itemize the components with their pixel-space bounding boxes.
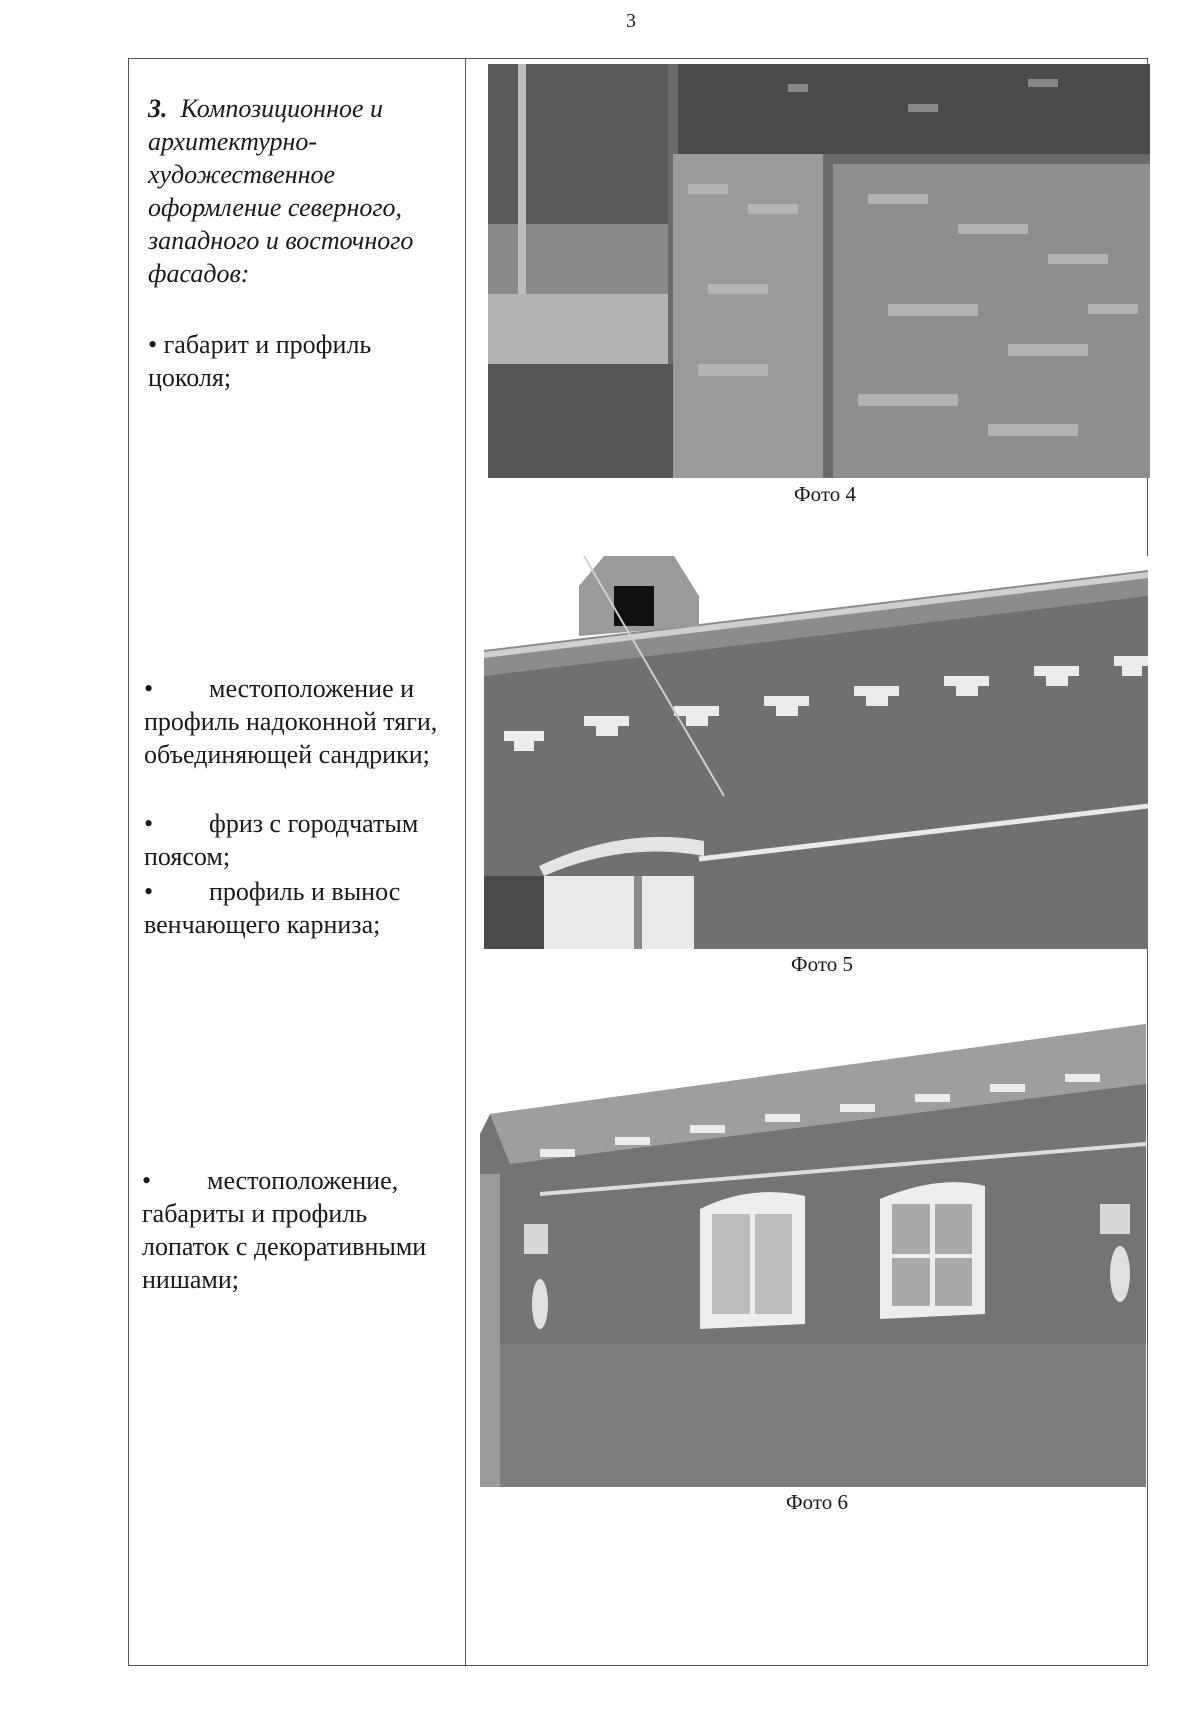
- column-divider: [465, 58, 466, 1666]
- list-item-text: фриз с городчатым поясом;: [144, 809, 419, 871]
- list-item-window-cornice: [144, 672, 462, 771]
- bullet: •: [148, 330, 158, 359]
- photo-5-frieze: [484, 556, 1148, 949]
- photo-4-caption: Фото 4: [794, 482, 856, 506]
- bullet: •: [144, 809, 154, 838]
- list-item-frieze: [144, 807, 462, 873]
- photo-5-caption: Фото 5: [791, 952, 853, 976]
- bullet: •: [142, 1166, 152, 1195]
- section-number: 3.: [148, 94, 168, 123]
- section-heading: [148, 92, 463, 290]
- list-item-text: местоположение, габариты и профиль лопаток с декоративными нишами;: [142, 1166, 427, 1294]
- photo-4-plinth: [488, 64, 1150, 478]
- page-number: 3: [626, 10, 636, 32]
- list-item-text: профиль и вынос венчающего карниза;: [144, 877, 401, 939]
- photo-6-caption: Фото 6: [786, 1490, 848, 1514]
- list-item-cornice: [144, 875, 462, 941]
- list-item-text: габарит и профиль цоколя;: [148, 330, 372, 392]
- list-item-pilasters: [142, 1164, 460, 1296]
- photo-6-pilasters: [480, 1024, 1146, 1487]
- section-title: Композиционное и архитектурно-художественное оформление северного, западного и восточного фасадов:: [148, 94, 414, 288]
- list-item-text: местоположение и профиль надоконной тяги, объединяющей сандрики;: [144, 674, 438, 769]
- bullet: •: [144, 877, 154, 906]
- bullet: •: [144, 674, 154, 703]
- list-item-plinth: [148, 328, 448, 394]
